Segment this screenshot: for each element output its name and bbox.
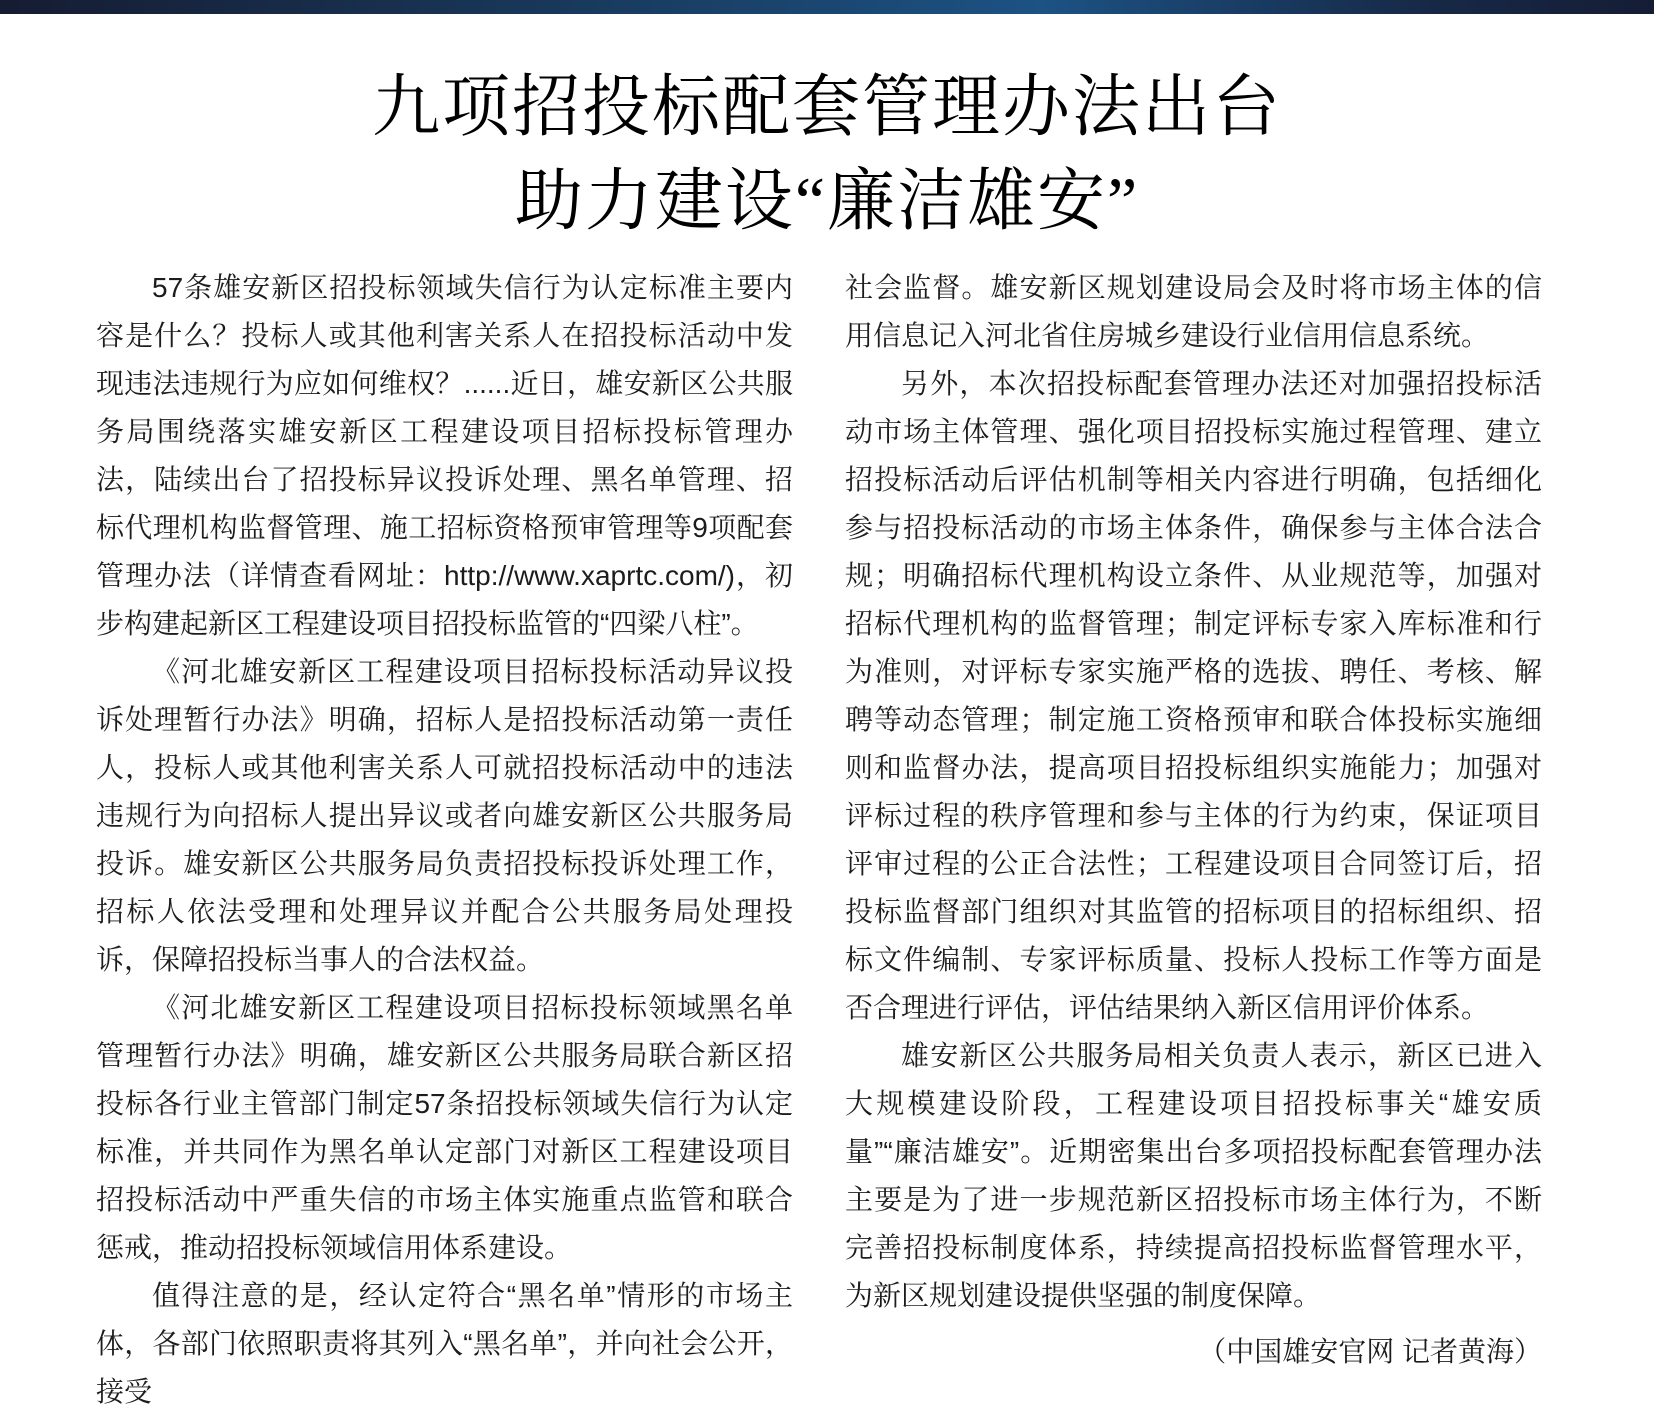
article-paragraph: 雄安新区公共服务局相关负责人表示，新区已进入大规模建设阶段，工程建设项目招投标事关“雄安质量”“廉洁雄安”。近期密集出台多项招投标配套管理办法主要是为了进一步规范新区招投标市场主体行为，不断完善招投标制度体系，持续提高招投标监督管理水平，为新区规划建设提供坚强的制度保障。 bbox=[845, 1040, 1542, 1311]
article-paragraph: 值得注意的是，经认定符合“黑名单”情形的市场主体，各部门依照职责将其列入“黑名单”，并向社会公开，接受 bbox=[96, 1280, 793, 1407]
left-paragraphs bbox=[96, 264, 793, 1416]
right-paragraphs bbox=[845, 264, 1542, 1320]
article-paragraph: 社会监督。雄安新区规划建设局会及时将市场主体的信用信息记入河北省住房城乡建设行业信用信息系统。 bbox=[845, 272, 1542, 351]
article-title-line-1: 九项招投标配套管理办法出台 bbox=[371, 69, 1282, 145]
article-column-left bbox=[96, 264, 793, 1416]
article-title-line-2: 助力建设“廉洁雄安” bbox=[514, 163, 1140, 239]
article-columns bbox=[0, 264, 1654, 1416]
article-title bbox=[0, 60, 1654, 248]
article-column-right bbox=[845, 264, 1542, 1416]
top-border-bar bbox=[0, 0, 1654, 14]
article-paragraph: 57条雄安新区招投标领域失信行为认定标准主要内容是什么？投标人或其他利害关系人在招投标活动中发现违法违规行为应如何维权？......近日，雄安新区公共服务局围绕落实雄安新区工程建设项目招标投标管理办法，陆续出台了招投标异议投诉处理、黑名单管理、招标代理机构监督管理、施工招标资格预审管理等9项配套管理办法（详情查看网址：http://www.xaprtc.com/)，初步构建起新区工程建设项目招投标监管的“四梁八柱”。 bbox=[96, 272, 793, 639]
article-paragraph: 另外，本次招投标配套管理办法还对加强招投标活动市场主体管理、强化项目招投标实施过程管理、建立招投标活动后评估机制等相关内容进行明确，包括细化参与招投标活动的市场主体条件，确保参与主体合法合规；明确招标代理机构设立条件、从业规范等，加强对招标代理机构的监督管理；制定评标专家入库标准和行为准则，对评标专家实施严格的选拔、聘任、考核、解聘等动态管理；制定施工资格预审和联合体投标实施细则和监督办法，提高项目招投标组织实施能力；加强对评标过程的秩序管理和参与主体的行为约束，保证项目评审过程的公正合法性；工程建设项目合同签订后，招投标监督部门组织对其监管的招标项目的招标组织、招标文件编制、专家评标质量、投标人投标工作等方面是否合理进行评估，评估结果纳入新区信用评价体系。 bbox=[845, 368, 1542, 1023]
article-page bbox=[0, 60, 1654, 1416]
article-paragraph: 《河北雄安新区工程建设项目招标投标活动异议投诉处理暂行办法》明确，招标人是招投标活动第一责任人，投标人或其他利害关系人可就招投标活动中的违法违规行为向招标人提出异议或者向雄安新区公共服务局投诉。雄安新区公共服务局负责招投标投诉处理工作，招标人依法受理和处理异议并配合公共服务局处理投诉，保障招投标当事人的合法权益。 bbox=[96, 656, 793, 975]
byline: （中国雄安官网 记者黄海） bbox=[1198, 1336, 1542, 1367]
article-paragraph: 《河北雄安新区工程建设项目招标投标领域黑名单管理暂行办法》明确，雄安新区公共服务局联合新区招投标各行业主管部门制定57条招投标领域失信行为认定标准，并共同作为黑名单认定部门对新区工程建设项目招投标活动中严重失信的市场主体实施重点监管和联合惩戒，推动招投标领域信用体系建设。 bbox=[96, 992, 793, 1263]
